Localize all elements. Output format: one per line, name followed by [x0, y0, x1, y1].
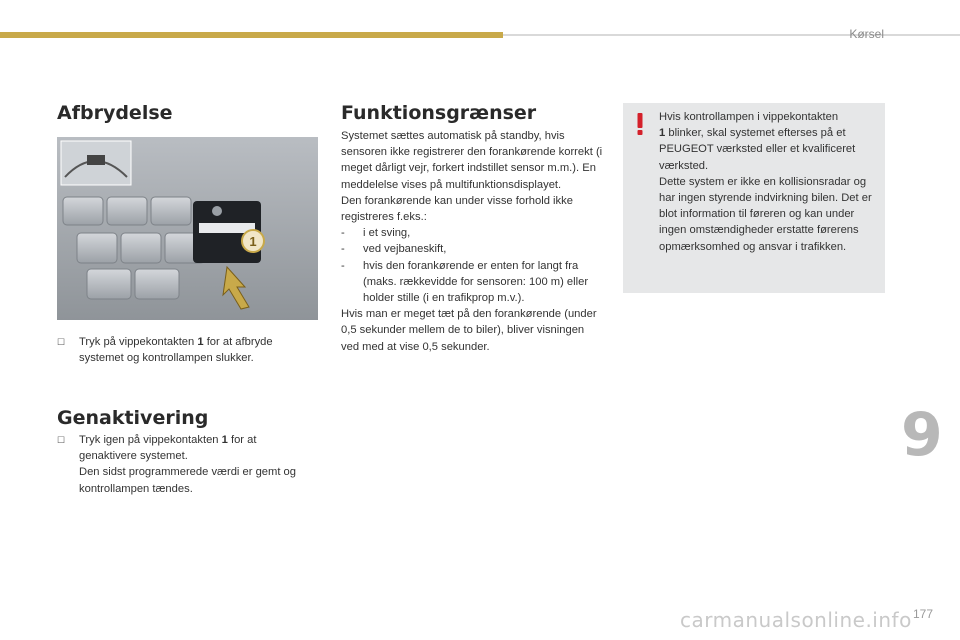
- list-item: - hvis den forankørende er enten for langt fra (maks. rækkevidde for sensoren: 100 m) eller holder stille (i en trafikprop m.v.).: [341, 259, 589, 305]
- heading-genaktivering: Genaktivering: [57, 407, 209, 429]
- body-text: Systemet sættes automatisk på standby, hvis sensoren ikke registrerer den forankørende korrekt (i meget dårligt vejr, forkert indstillet sensor m.m.). En meddelelse vises på multifunktionsdisplayet. Den forankørende kan under visse forhold ikke registreres f.eks.: - i et sving, - ved vejbaneskift, - hvis den forankørende er enten for langt fra (maks. rækkevidde for sensoren: 100 m) eller holder stille (i en trafikprop m.v.). Hvis man er meget tæt på den forankørende (under 0,5 sekunder mellem de to biler), bliver visningen ved med at vise 0,5 sekunder.: [341, 130, 603, 353]
- warning-box: [623, 103, 885, 293]
- heading-funktionsgraenser: Funktionsgrænser: [341, 102, 537, 124]
- switch-photo: [57, 137, 318, 320]
- watermark: carmanualsonline.info: [680, 608, 912, 632]
- image-callout-number: 1: [249, 234, 257, 249]
- page-number: 177: [913, 607, 934, 621]
- checkbox-bullet-icon: ☐: [57, 337, 66, 347]
- warning-text: Hvis kontrollampen i vippekontakten 1 blinker, skal systemet efterses på et PEUGEOT værksted eller et kvalificeret værksted. Dette system er ikke en kollisionsradar og har ingen styrende indvirkning bilen. Det er blot information til føreren og kan under ingen omstændigheder erstatte førerens opmærksomhed og ansvar i trafikken.: [659, 111, 872, 253]
- exclamation-icon: [637, 113, 643, 135]
- header-divider: [503, 34, 960, 36]
- list-item: ☐ Tryk på vippekontakten 1 for at afbryde systemet og kontrollampen slukker.: [57, 336, 273, 365]
- checkbox-bullet-icon: ☐: [57, 435, 66, 445]
- list-item: - i et sving,: [341, 227, 411, 240]
- chapter-number: 9: [901, 400, 943, 470]
- list-item: ☐ Tryk igen på vippekontakten 1 for at genaktivere systemet. Den sidst programmerede værdi er gemt og kontrollampen tændes.: [57, 434, 297, 495]
- header-accent-bar: [0, 32, 503, 38]
- list-item: - ved vejbaneskift,: [341, 243, 447, 256]
- dashboard-switch-illustration: [57, 137, 318, 320]
- section-title: Kørsel: [849, 27, 884, 41]
- heading-afbrydelse: Afbrydelse: [57, 102, 173, 124]
